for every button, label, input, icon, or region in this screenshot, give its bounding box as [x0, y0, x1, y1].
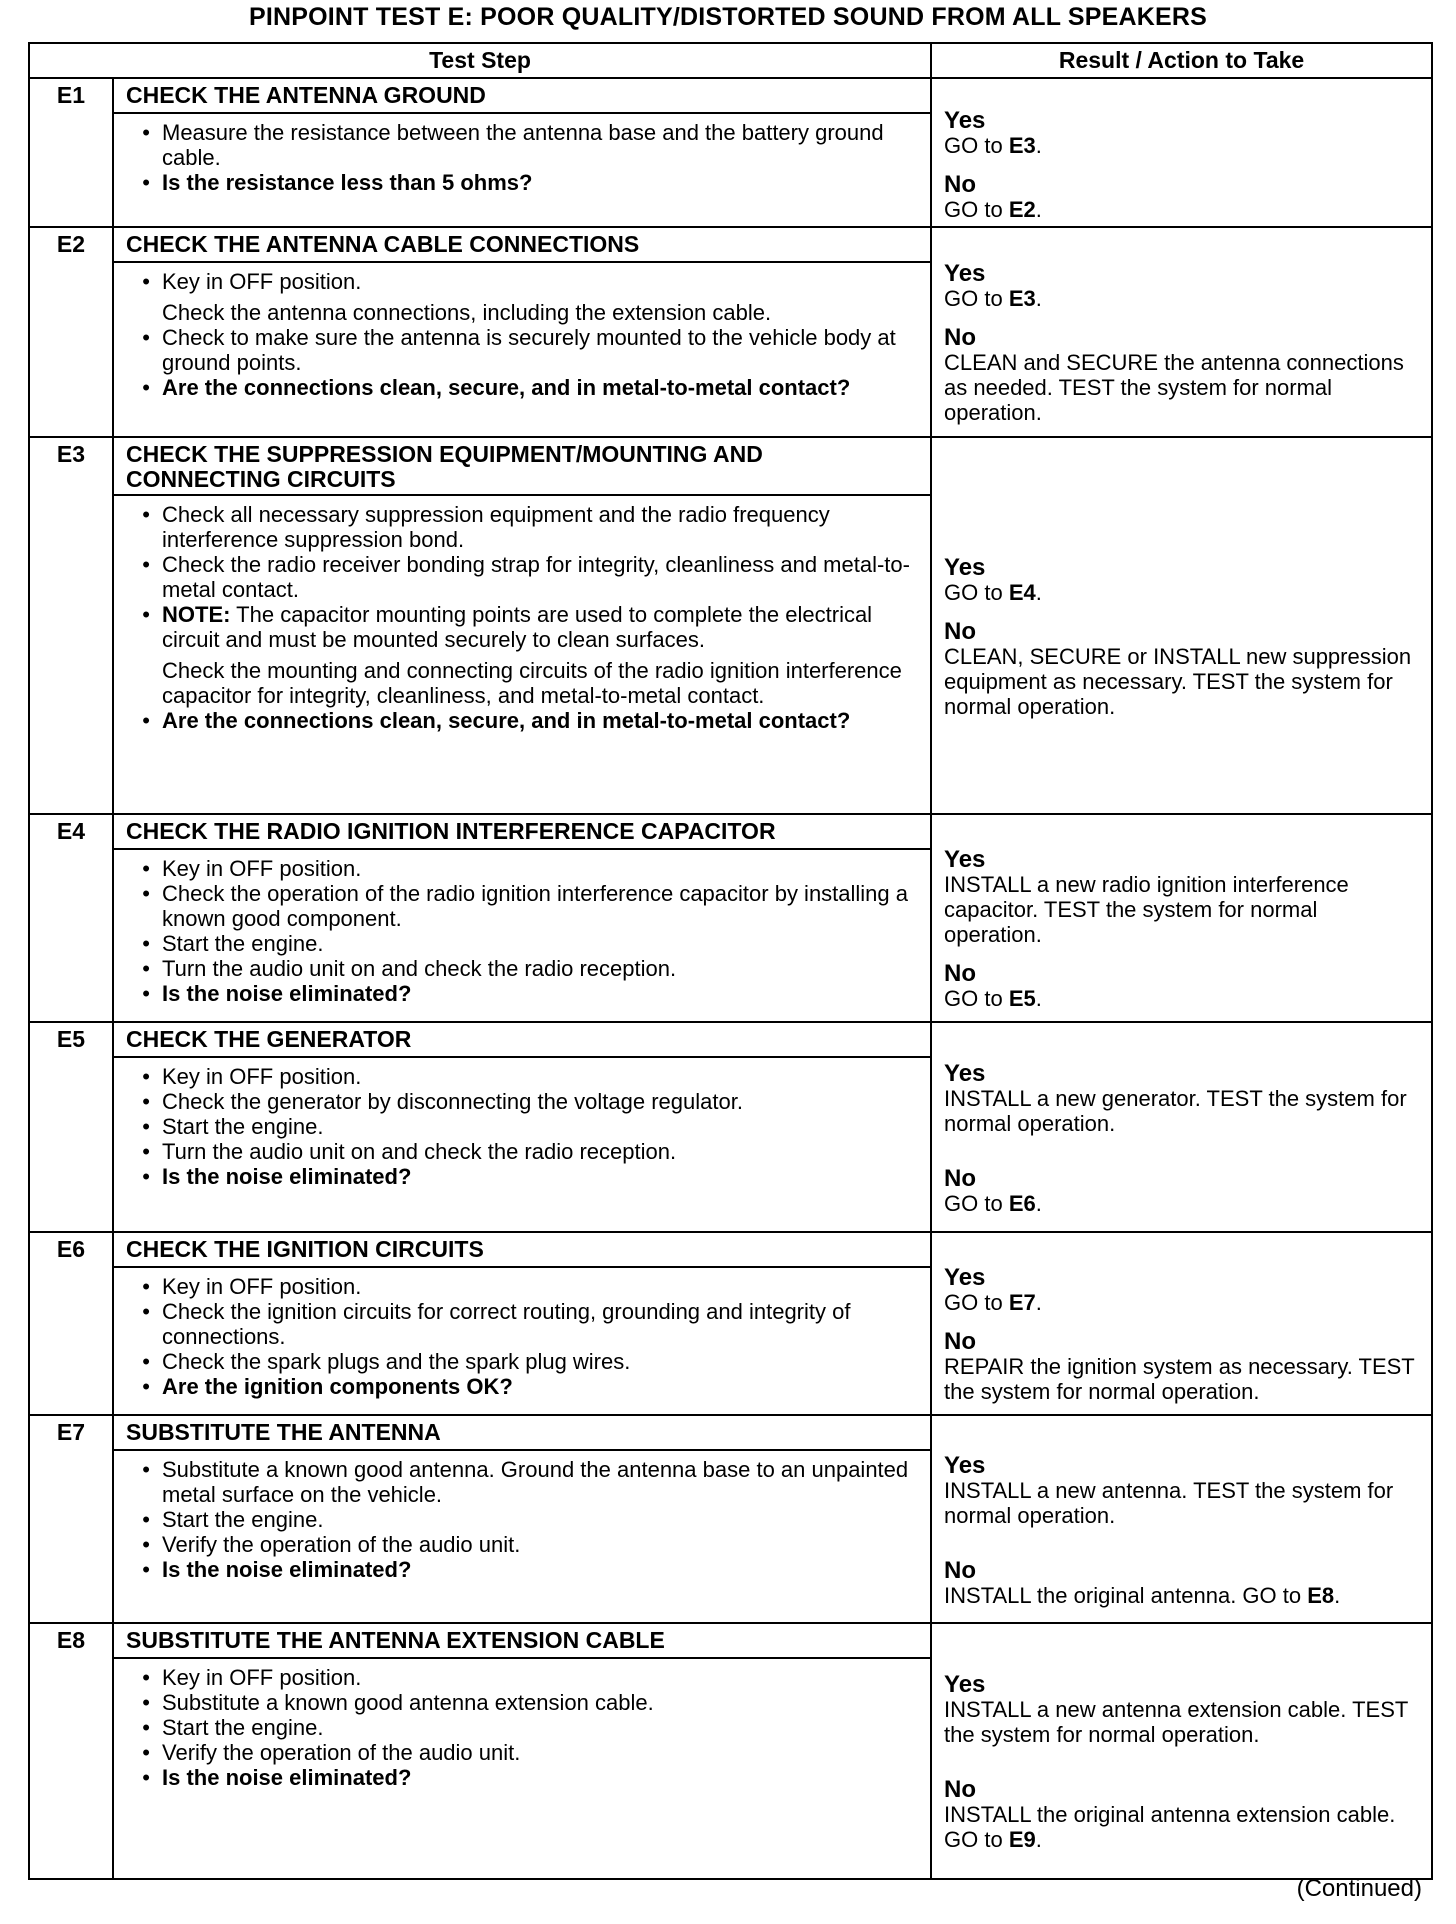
step-body — [113, 1450, 931, 1623]
line-text: Are the connections clean, secure, and in metal-to-metal contact? — [162, 708, 851, 733]
step-heading: SUBSTITUTE THE ANTENNA — [113, 1415, 931, 1450]
line-text: The capacitor mounting points are used to complete the electrical circuit and must be mounted securely to clean surfaces. — [162, 602, 873, 652]
bullet — [114, 300, 162, 325]
step-body — [113, 849, 931, 1022]
step-number: E1 — [29, 78, 113, 227]
step-question — [162, 1374, 922, 1399]
yes-action — [944, 133, 1421, 158]
no-label: No — [944, 324, 977, 351]
no-step-ref[interactable]: E6 — [1008, 1190, 1036, 1216]
step-instruction — [162, 120, 922, 170]
step-line — [114, 1139, 922, 1164]
step-instruction — [162, 956, 922, 981]
bullet: • — [142, 1274, 150, 1299]
step-instruction — [162, 552, 922, 602]
bullet: • — [142, 552, 150, 577]
step-question — [162, 1164, 922, 1189]
bullet: • — [142, 269, 150, 294]
step-result — [931, 1415, 1432, 1623]
result-gap — [944, 605, 1421, 619]
line-text: Is the noise eliminated? — [162, 981, 412, 1006]
line-text: Start the engine. — [162, 1507, 324, 1532]
step-line — [114, 325, 922, 375]
line-text: Check to make sure the antenna is securely mounted to the vehicle body at ground points. — [162, 325, 896, 375]
bullet: • — [142, 502, 150, 527]
step-line — [114, 375, 922, 400]
step-result — [931, 814, 1432, 1022]
step-body — [113, 1658, 931, 1879]
step-instruction — [162, 300, 922, 325]
step-line — [114, 269, 922, 294]
step-question — [162, 375, 922, 400]
yes-label: Yes — [944, 553, 986, 581]
no-label: No — [944, 1328, 977, 1355]
yes-action — [944, 1086, 1421, 1136]
yes-label: Yes — [944, 1059, 986, 1087]
bullet: • — [142, 931, 150, 956]
header-row — [29, 43, 1432, 78]
step-instruction — [162, 1507, 922, 1532]
bullet: • — [142, 956, 150, 981]
no-action — [944, 1802, 1421, 1852]
line-text: Key in OFF position. — [162, 856, 362, 881]
bullet: • — [142, 1349, 150, 1374]
no-label: No — [944, 1776, 977, 1803]
no-action-end: . — [1035, 1827, 1042, 1852]
result-header: Result / Action to Take — [931, 43, 1432, 78]
step-line — [114, 658, 922, 708]
no-label: No — [944, 170, 977, 198]
yes-action-text: INSTALL a new radio ignition interference capacitor. TEST the system for normal operation. — [944, 872, 1349, 947]
no-label: No — [944, 1164, 977, 1192]
bullet: • — [142, 1114, 150, 1139]
step-number: E2 — [29, 227, 113, 437]
step-heading-row — [29, 78, 1432, 113]
step-question — [162, 1765, 922, 1790]
step-question — [162, 1557, 922, 1582]
step-result — [931, 1022, 1432, 1232]
step-body — [113, 262, 931, 437]
yes-action-text: GO to — [944, 1290, 1009, 1315]
step-number: E7 — [29, 1415, 113, 1623]
step-instruction — [162, 856, 922, 881]
step-number: E3 — [29, 437, 113, 814]
bullet: • — [142, 1374, 150, 1399]
step-line — [114, 1507, 922, 1532]
step-instruction — [162, 1089, 922, 1114]
step-question — [162, 981, 922, 1006]
yes-action-text: GO to — [944, 286, 1009, 311]
yes-action-text: INSTALL a new antenna. TEST the system for normal operation. — [944, 1477, 1394, 1528]
line-text: Start the engine. — [162, 1114, 324, 1139]
step-instruction — [162, 1274, 922, 1299]
line-text: Check the mounting and connecting circuits of the radio ignition interference capacitor for integrity, cleanliness, and metal-to-metal contact. — [162, 658, 902, 708]
step-instruction — [162, 1349, 922, 1374]
bullet: • — [142, 1765, 150, 1790]
yes-label: Yes — [944, 260, 986, 287]
bullet: • — [142, 375, 150, 400]
step-line — [114, 1532, 922, 1557]
line-text: Check the spark plugs and the spark plug wires. — [162, 1349, 631, 1374]
step-instruction — [162, 1114, 922, 1139]
line-text: Check the antenna connections, including the extension cable. — [162, 300, 772, 325]
line-text: Check the operation of the radio ignition interference capacitor by installing a known good component. — [162, 881, 909, 931]
step-instruction — [162, 502, 922, 552]
step-heading-row — [29, 1232, 1432, 1267]
step-line — [114, 552, 922, 602]
bullet: • — [142, 1164, 150, 1189]
step-number: E4 — [29, 814, 113, 1022]
line-text: Check all necessary suppression equipment and the radio frequency interference suppression bond. — [162, 502, 830, 552]
result-gap — [944, 1315, 1421, 1329]
no-action-text: INSTALL the original antenna extension cable. GO to — [944, 1802, 1396, 1852]
step-result — [931, 437, 1432, 814]
line-text: Key in OFF position. — [162, 1274, 362, 1299]
bullet: • — [142, 1507, 150, 1532]
step-instruction — [162, 658, 922, 708]
no-step-ref[interactable]: E5 — [1008, 986, 1036, 1011]
result-gap — [944, 1528, 1421, 1558]
step-heading: CHECK THE GENERATOR — [113, 1022, 931, 1057]
no-label: No — [944, 960, 977, 987]
no-action — [944, 350, 1421, 425]
line-text: Turn the audio unit on and check the radio reception. — [162, 1139, 677, 1164]
line-text: Check the ignition circuits for correct routing, grounding and integrity of connections. — [162, 1299, 851, 1349]
line-text: Is the resistance less than 5 ohms? — [162, 170, 533, 195]
bullet: • — [142, 1532, 150, 1557]
step-number: E6 — [29, 1232, 113, 1415]
step-instruction — [162, 1665, 922, 1690]
no-action-text: CLEAN and SECURE the antenna connections as needed. TEST the system for normal operation. — [944, 350, 1404, 425]
no-action — [944, 1583, 1421, 1608]
yes-action-end: . — [1035, 1290, 1042, 1315]
yes-action-text: INSTALL a new antenna extension cable. TEST the system for normal operation. — [944, 1697, 1408, 1747]
yes-action-end: . — [1035, 286, 1042, 311]
bullet: • — [142, 1690, 150, 1715]
result-gap — [944, 158, 1421, 172]
test-steps — [29, 78, 1432, 1879]
step-heading: CHECK THE SUPPRESSION EQUIPMENT/MOUNTING AND CONNECTING CIRCUITS — [113, 437, 931, 495]
yes-action-text: INSTALL a new generator. TEST the system for normal operation. — [944, 1085, 1407, 1136]
no-action — [944, 1191, 1421, 1216]
step-line — [114, 956, 922, 981]
no-label: No — [944, 1556, 977, 1584]
bullet: • — [142, 1139, 150, 1164]
line-text: Start the engine. — [162, 931, 324, 956]
yes-step-ref[interactable]: E7 — [1008, 1290, 1036, 1315]
result-gap — [944, 947, 1421, 961]
step-line — [114, 1374, 922, 1399]
no-action-end: . — [1035, 1190, 1042, 1216]
yes-action — [944, 580, 1421, 605]
step-heading: CHECK THE ANTENNA CABLE CONNECTIONS — [113, 227, 931, 262]
bullet: • — [142, 1665, 150, 1690]
bullet: • — [142, 1715, 150, 1740]
no-step-ref[interactable]: E8 — [1307, 1582, 1335, 1608]
bullet: • — [142, 602, 150, 627]
yes-label: Yes — [944, 106, 986, 134]
line-text: Are the ignition components OK? — [162, 1374, 513, 1399]
no-action-end: . — [1035, 196, 1042, 222]
step-line — [114, 881, 922, 931]
line-text: Turn the audio unit on and check the radio reception. — [162, 956, 677, 981]
step-line — [114, 856, 922, 881]
step-instruction — [162, 931, 922, 956]
line-text: Is the noise eliminated? — [162, 1164, 412, 1189]
bullet: • — [142, 708, 150, 733]
step-line — [114, 1765, 922, 1790]
no-action — [944, 197, 1421, 222]
page-title: PINPOINT TEST E: POOR QUALITY/DISTORTED SOUND FROM ALL SPEAKERS — [248, 3, 1208, 31]
continued-label: (Continued) — [1296, 1875, 1422, 1902]
step-instruction — [162, 1064, 922, 1089]
step-instruction — [162, 1457, 922, 1507]
bullet: • — [142, 1740, 150, 1765]
bullet: • — [142, 856, 150, 881]
result-gap — [944, 1136, 1421, 1166]
line-text: Measure the resistance between the antenna base and the battery ground cable. — [162, 120, 884, 170]
step-line — [114, 1665, 922, 1690]
line-text: Start the engine. — [162, 1715, 324, 1740]
yes-action-text: GO to — [944, 579, 1009, 605]
line-text: Is the noise eliminated? — [162, 1765, 412, 1790]
step-instruction — [162, 325, 922, 375]
pinpoint-test-table — [28, 42, 1431, 1880]
yes-label: Yes — [944, 1451, 986, 1479]
step-instruction — [162, 1690, 922, 1715]
step-question — [162, 170, 922, 195]
step-line — [114, 1164, 922, 1189]
yes-step-ref[interactable]: E4 — [1008, 579, 1036, 605]
line-text: Key in OFF position. — [162, 1665, 362, 1690]
step-line — [114, 1457, 922, 1507]
step-body — [113, 1057, 931, 1232]
yes-action — [944, 286, 1421, 311]
step-line — [114, 1715, 922, 1740]
bullet: • — [142, 325, 150, 350]
step-result — [931, 78, 1432, 227]
step-instruction — [162, 1532, 922, 1557]
step-line — [114, 1740, 922, 1765]
step-heading-row — [29, 814, 1432, 849]
bullet: • — [142, 170, 150, 195]
line-text: Substitute a known good antenna. Ground the antenna base to an unpainted metal surface on the vehicle. — [162, 1457, 909, 1507]
no-action-text: CLEAN, SECURE or INSTALL new suppression equipment as necessary. TEST the system for normal operation. — [944, 643, 1412, 719]
step-line — [114, 120, 922, 170]
step-line — [114, 1274, 922, 1299]
yes-label: Yes — [944, 1264, 986, 1291]
bullet — [114, 658, 162, 708]
line-text: Check the generator by disconnecting the voltage regulator. — [162, 1089, 743, 1114]
no-action-text: GO to — [944, 196, 1009, 222]
yes-action — [944, 1478, 1421, 1528]
note-label: NOTE: — [162, 602, 231, 627]
step-instruction — [162, 1740, 922, 1765]
step-instruction — [162, 1299, 922, 1349]
yes-action — [944, 1290, 1421, 1315]
step-line — [114, 170, 922, 195]
step-heading-row — [29, 1415, 1432, 1450]
step-line — [114, 300, 922, 325]
no-step-ref[interactable]: E9 — [1008, 1827, 1036, 1852]
no-action — [944, 1354, 1421, 1404]
step-heading-row — [29, 1022, 1432, 1057]
step-line — [114, 1690, 922, 1715]
step-instruction — [162, 269, 922, 294]
step-line — [114, 502, 922, 552]
line-text: Are the connections clean, secure, and in metal-to-metal contact? — [162, 375, 851, 400]
step-result — [931, 1232, 1432, 1415]
step-body — [113, 495, 931, 814]
step-heading: CHECK THE IGNITION CIRCUITS — [113, 1232, 931, 1267]
line-text: Substitute a known good antenna extension cable. — [162, 1690, 654, 1715]
no-action — [944, 986, 1421, 1011]
step-line — [114, 1114, 922, 1139]
step-heading: CHECK THE RADIO IGNITION INTERFERENCE CAPACITOR — [113, 814, 931, 849]
step-number: E5 — [29, 1022, 113, 1232]
yes-action-text: GO to — [944, 132, 1009, 158]
bullet: • — [142, 981, 150, 1006]
step-heading-row — [29, 1623, 1432, 1658]
step-heading: CHECK THE ANTENNA GROUND — [113, 78, 931, 113]
step-line — [114, 1064, 922, 1089]
step-line — [114, 602, 922, 652]
test-step-header: Test Step — [29, 43, 931, 78]
bullet: • — [142, 1457, 150, 1482]
step-body — [113, 113, 931, 227]
line-text: Is the noise eliminated? — [162, 1557, 412, 1582]
no-action — [944, 644, 1421, 719]
no-action-text: GO to — [944, 986, 1009, 1011]
step-heading: SUBSTITUTE THE ANTENNA EXTENSION CABLE — [113, 1623, 931, 1658]
step-body — [113, 1267, 931, 1415]
step-line — [114, 1089, 922, 1114]
line-text: Verify the operation of the audio unit. — [162, 1740, 521, 1765]
bullet: • — [142, 1299, 150, 1324]
step-instruction — [162, 881, 922, 931]
step-instruction — [162, 1715, 922, 1740]
line-text: Key in OFF position. — [162, 1064, 362, 1089]
no-action-end: . — [1035, 986, 1042, 1011]
no-action-text: REPAIR the ignition system as necessary. TEST the system for normal operation. — [944, 1354, 1415, 1404]
yes-step-ref[interactable]: E3 — [1008, 286, 1036, 311]
yes-label: Yes — [944, 846, 986, 873]
bullet: • — [142, 1557, 150, 1582]
step-line — [114, 1557, 922, 1582]
step-result — [931, 227, 1432, 437]
line-text: Check the radio receiver bonding strap for integrity, cleanliness and metal-to-metal contact. — [162, 552, 910, 602]
bullet: • — [142, 1089, 150, 1114]
no-action-text: INSTALL the original antenna. GO to — [944, 1582, 1308, 1608]
no-label: No — [944, 617, 977, 645]
yes-action-end: . — [1035, 579, 1042, 605]
no-action-end: . — [1334, 1582, 1341, 1608]
yes-step-ref[interactable]: E3 — [1008, 132, 1036, 158]
bullet: • — [142, 881, 150, 906]
step-line — [114, 981, 922, 1006]
step-result — [931, 1623, 1432, 1879]
step-heading-row — [29, 227, 1432, 262]
step-line — [114, 1299, 922, 1349]
step-heading-row — [29, 437, 1432, 495]
yes-action-end: . — [1035, 132, 1042, 158]
line-text: Verify the operation of the audio unit. — [162, 1532, 521, 1557]
step-line — [114, 931, 922, 956]
step-instruction — [162, 602, 922, 652]
step-question — [162, 708, 922, 733]
no-action-text: GO to — [944, 1190, 1009, 1216]
yes-action — [944, 1697, 1421, 1747]
result-gap — [944, 311, 1421, 325]
yes-action — [944, 872, 1421, 947]
bullet: • — [142, 1064, 150, 1089]
result-gap — [944, 1747, 1421, 1777]
step-instruction — [162, 1139, 922, 1164]
no-step-ref[interactable]: E2 — [1008, 196, 1036, 222]
line-text: Key in OFF position. — [162, 269, 362, 294]
step-line — [114, 1349, 922, 1374]
bullet: • — [142, 120, 150, 145]
yes-label: Yes — [944, 1671, 986, 1698]
step-number: E8 — [29, 1623, 113, 1879]
step-line — [114, 708, 922, 733]
